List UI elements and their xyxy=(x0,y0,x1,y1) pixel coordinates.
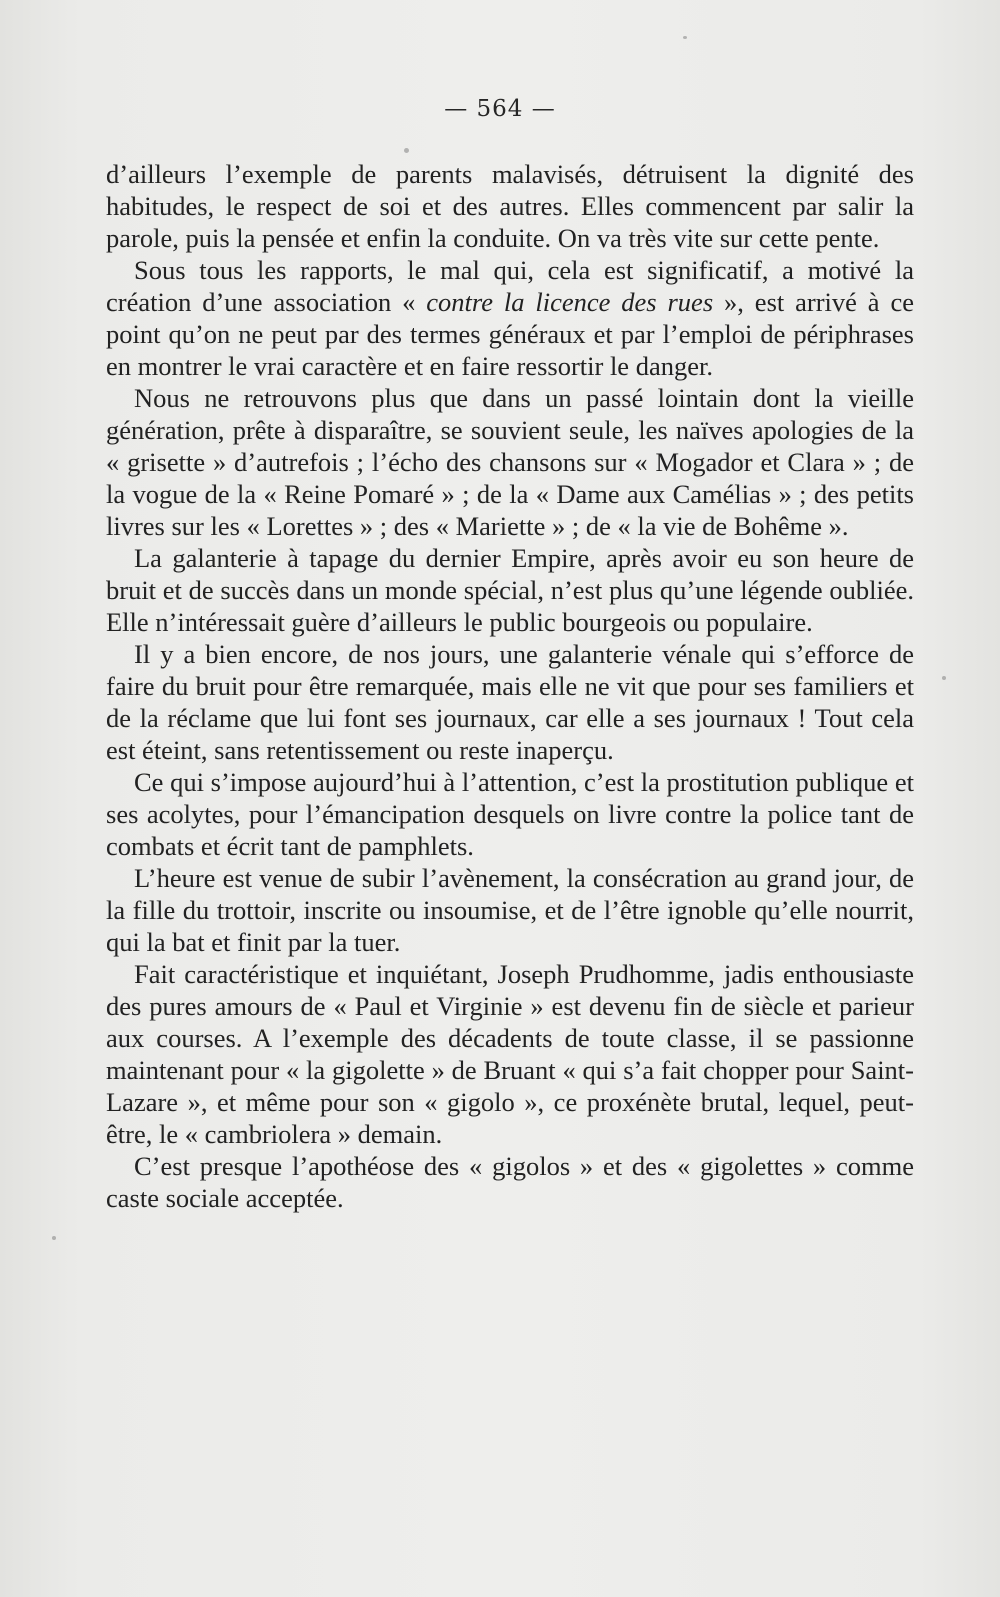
paper-speck xyxy=(942,676,946,680)
paragraph-2-start: Sous tous les rapports, le mal qui, cela est significatif, a motivé la création d’une association « xyxy=(106,255,914,317)
paragraph-2 xyxy=(106,254,914,382)
paragraph-7: L’heure est venue de subir l’avènement, la consécration au grand jour, de la fille du trottoir, inscrite ou insoumise, et de l’être ignoble qu’elle nourrit, qui la bat et finit par la tuer. xyxy=(106,863,914,957)
paragraph-3: Nous ne retrouvons plus que dans un passé lointain dont la vieille génération, prête à disparaître, se souvient seule, les naïves apologies de la « grisette » d’autrefois ; l’écho des chansons sur « Mogador et Clara » ; de la vogue de la « Reine Pomaré » ; de la « Dame aux Camélias » ; des petits livres sur les « Lorettes » ; des « Mariette » ; de « la vie de Bohême ». xyxy=(106,383,914,541)
paragraph-8: Fait caractéristique et inquiétant, Joseph Prudhomme, jadis enthousiaste des pures amours de « Paul et Virginie » est devenu fin de siècle et parieur aux courses. A l’exemple des décadents de toute classe, il se passionne maintenant pour « la gigolette » de Bruant « qui s’a fait chopper pour Saint-Lazare », et même pour son « gigolo », ce proxénète brutal, lequel, peut-être, le « cambriolera » demain. xyxy=(106,959,914,1149)
association-name: contre la licence des rues xyxy=(426,287,714,317)
paragraph-1: d’ailleurs l’exemple de parents malavisés, détruisent la dignité des habitudes, le respect de soi et des autres. Elles commencent par salir la parole, puis la pensée et enfin la conduite. On va très vite sur cette pente. xyxy=(106,159,914,253)
paper-speck xyxy=(683,36,687,39)
paper-speck xyxy=(52,1236,56,1240)
paragraph-5: Il y a bien encore, de nos jours, une galanterie vénale qui s’efforce de faire du bruit pour être remarquée, mais elle ne vit que pour ses familiers et de la réclame que lui font ses journaux, car elle a ses journaux ! Tout cela est éteint, sans retentissement ou reste inaperçu. xyxy=(106,639,914,765)
paragraph-9: C’est presque l’apothéose des « gigolos » et des « gigolettes » comme caste sociale acceptée. xyxy=(106,1151,914,1213)
page-number: — 564 — xyxy=(444,96,556,122)
paragraph-4: La galanterie à tapage du dernier Empire, après avoir eu son heure de bruit et de succès dans un monde spécial, n’est plus qu’une légende oubliée. Elle n’intéressait guère d’ailleurs le public bourgeois ou populaire. xyxy=(106,543,914,637)
body-text xyxy=(106,158,914,1214)
paragraph-6: Ce qui s’impose aujourd’hui à l’attention, c’est la prostitution publique et ses acolytes, pour l’émancipation desquels on livre contre la police tant de combats et écrit tant de pamphlets. xyxy=(106,767,914,861)
paragraph-2-end: », est arrivé à ce point qu’on ne peut par des termes généraux et par l’emploi de périphrases en montrer le vrai caractère et en faire ressortir le danger. xyxy=(106,287,914,381)
paper-speck xyxy=(404,148,409,153)
